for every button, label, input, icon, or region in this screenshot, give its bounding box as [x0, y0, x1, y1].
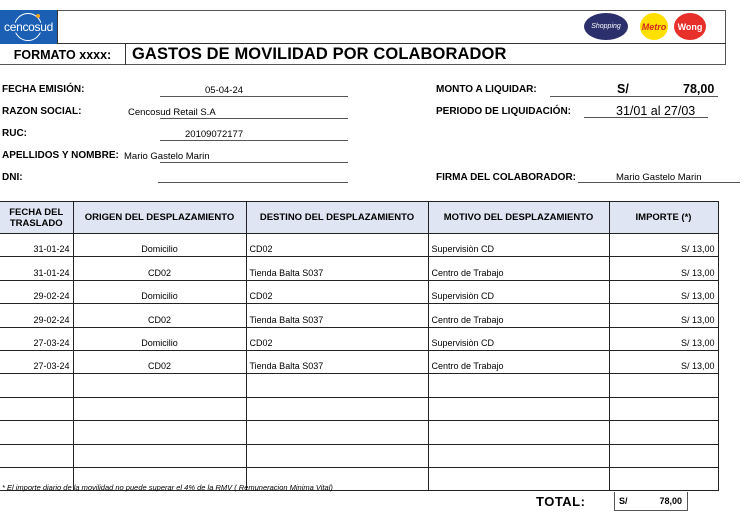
footnote: * El importe diario de la movilidad no puede superar el 4% de la RMV ( Remuneracion Minima Vital): [2, 483, 333, 492]
empty-cell: [428, 397, 609, 420]
razon-social-underline: [160, 118, 348, 119]
cell-destino: Tienda Balta S037: [246, 304, 428, 327]
monto-liquidar-label: MONTO A LIQUIDAR:: [436, 84, 537, 95]
empty-cell: [609, 397, 718, 420]
cell-importe: S/ 13,00: [609, 257, 718, 280]
cell-motivo: Supervisiòn CD: [428, 327, 609, 350]
table-row-empty: [0, 444, 718, 467]
firma-colaborador-label: FIRMA DEL COLABORADOR:: [436, 172, 576, 183]
apellidos-nombre-label: APELLIDOS Y NOMBRE:: [2, 150, 119, 161]
firma-colaborador-value: Mario Gastelo Marin: [616, 172, 702, 183]
monto-liquidar-underline: [550, 96, 718, 97]
header-fecha: FECHA DEL TRASLADO: [0, 202, 73, 234]
empty-cell: [0, 374, 73, 397]
fecha-emision-label: FECHA EMISIÓN:: [2, 84, 85, 95]
periodo-liquidacion-label: PERIODO DE LIQUIDACIÓN:: [436, 106, 572, 117]
empty-cell: [428, 374, 609, 397]
cell-fecha: 27-03-24: [0, 327, 73, 350]
cell-motivo: Centro de Trabajo: [428, 304, 609, 327]
razon-social-value: Cencosud Retail S.A: [128, 107, 216, 118]
header-origen: ORIGEN DEL DESPLAZAMIENTO: [73, 202, 246, 234]
ruc-underline: [160, 140, 348, 141]
apellidos-nombre-value: Mario Gastelo Marin: [124, 151, 210, 162]
cell-importe: S/ 13,00: [609, 234, 718, 257]
empty-cell: [0, 421, 73, 444]
empty-cell: [246, 397, 428, 420]
shopping-logo: Shopping: [584, 13, 628, 40]
empty-cell: [609, 421, 718, 444]
empty-cell: [428, 444, 609, 467]
cell-destino: Tienda Balta S037: [246, 350, 428, 373]
cell-importe: S/ 13,00: [609, 304, 718, 327]
empty-cell: [246, 374, 428, 397]
empty-cell: [73, 374, 246, 397]
fecha-emision-underline: [160, 96, 348, 97]
table-row: [0, 234, 718, 257]
dni-underline: [158, 182, 348, 183]
cell-motivo: Supervisiòn CD: [428, 280, 609, 303]
cell-motivo: Centro de Trabajo: [428, 350, 609, 373]
table-row: [0, 280, 718, 303]
cell-importe: S/ 13,00: [609, 280, 718, 303]
total-currency: S/: [619, 496, 628, 506]
gastos-table: [0, 201, 719, 491]
empty-cell: [0, 444, 73, 467]
table-header-row: [0, 202, 718, 234]
logo-dot-icon: [36, 14, 40, 18]
cell-fecha: 29-02-24: [0, 280, 73, 303]
table-row: [0, 257, 718, 280]
table-row-empty: [0, 374, 718, 397]
empty-cell: [246, 444, 428, 467]
fecha-emision-value: 05-04-24: [205, 85, 244, 96]
monto-liquidar-value: 78,00: [683, 82, 715, 96]
empty-cell: [609, 374, 718, 397]
cell-motivo: Centro de Trabajo: [428, 257, 609, 280]
cell-motivo: Supervisiòn CD: [428, 234, 609, 257]
empty-cell: [73, 421, 246, 444]
razon-social-label: RAZON SOCIAL:: [2, 106, 82, 117]
cell-fecha: 31-01-24: [0, 257, 73, 280]
table-row-empty: [0, 397, 718, 420]
table-row: [0, 350, 718, 373]
cell-origen: CD02: [73, 257, 246, 280]
cell-fecha: 29-02-24: [0, 304, 73, 327]
header-destino: DESTINO DEL DESPLAZAMIENTO: [246, 202, 428, 234]
cell-fecha: 27-03-24: [0, 350, 73, 373]
apellidos-nombre-underline: [160, 162, 348, 163]
cell-destino: CD02: [246, 280, 428, 303]
cell-destino: CD02: [246, 327, 428, 350]
header-motivo: MOTIVO DEL DESPLAZAMIENTO: [428, 202, 609, 234]
table-row-empty: [0, 421, 718, 444]
empty-cell: [246, 421, 428, 444]
wong-logo: Wong: [674, 13, 706, 40]
total-label: TOTAL:: [536, 494, 586, 509]
table-row: [0, 304, 718, 327]
ruc-label: RUC:: [2, 128, 27, 139]
cell-destino: Tienda Balta S037: [246, 257, 428, 280]
empty-cell: [609, 467, 718, 490]
periodo-liquidacion-value: 31/01 al 27/03: [616, 104, 696, 118]
ruc-value: 20109072177: [185, 129, 244, 140]
empty-cell: [0, 397, 73, 420]
cell-origen: CD02: [73, 350, 246, 373]
empty-cell: [73, 444, 246, 467]
cencosud-logo: [0, 10, 58, 44]
table-row: [0, 327, 718, 350]
dni-label: DNI:: [2, 172, 23, 183]
total-value: 78,00: [659, 496, 682, 506]
metro-logo: Metro: [640, 13, 668, 40]
empty-cell: [428, 467, 609, 490]
cell-origen: CD02: [73, 304, 246, 327]
cell-origen: Domicilio: [73, 234, 246, 257]
page-title: GASTOS DE MOVILIDAD POR COLABORADOR: [132, 45, 507, 63]
cell-importe: S/ 13,00: [609, 327, 718, 350]
logo-text: cencosud: [4, 20, 53, 34]
cell-origen: Domicilio: [73, 327, 246, 350]
cell-fecha: 31-01-24: [0, 234, 73, 257]
cell-importe: S/ 13,00: [609, 350, 718, 373]
cell-destino: CD02: [246, 234, 428, 257]
monto-liquidar-currency: S/: [617, 82, 629, 96]
empty-cell: [609, 444, 718, 467]
empty-cell: [428, 421, 609, 444]
header-importe: IMPORTE (*): [609, 202, 718, 234]
empty-cell: [73, 397, 246, 420]
total-box: [614, 492, 688, 511]
cell-origen: Domicilio: [73, 280, 246, 303]
formato-label: FORMATO xxxx:: [0, 44, 126, 65]
